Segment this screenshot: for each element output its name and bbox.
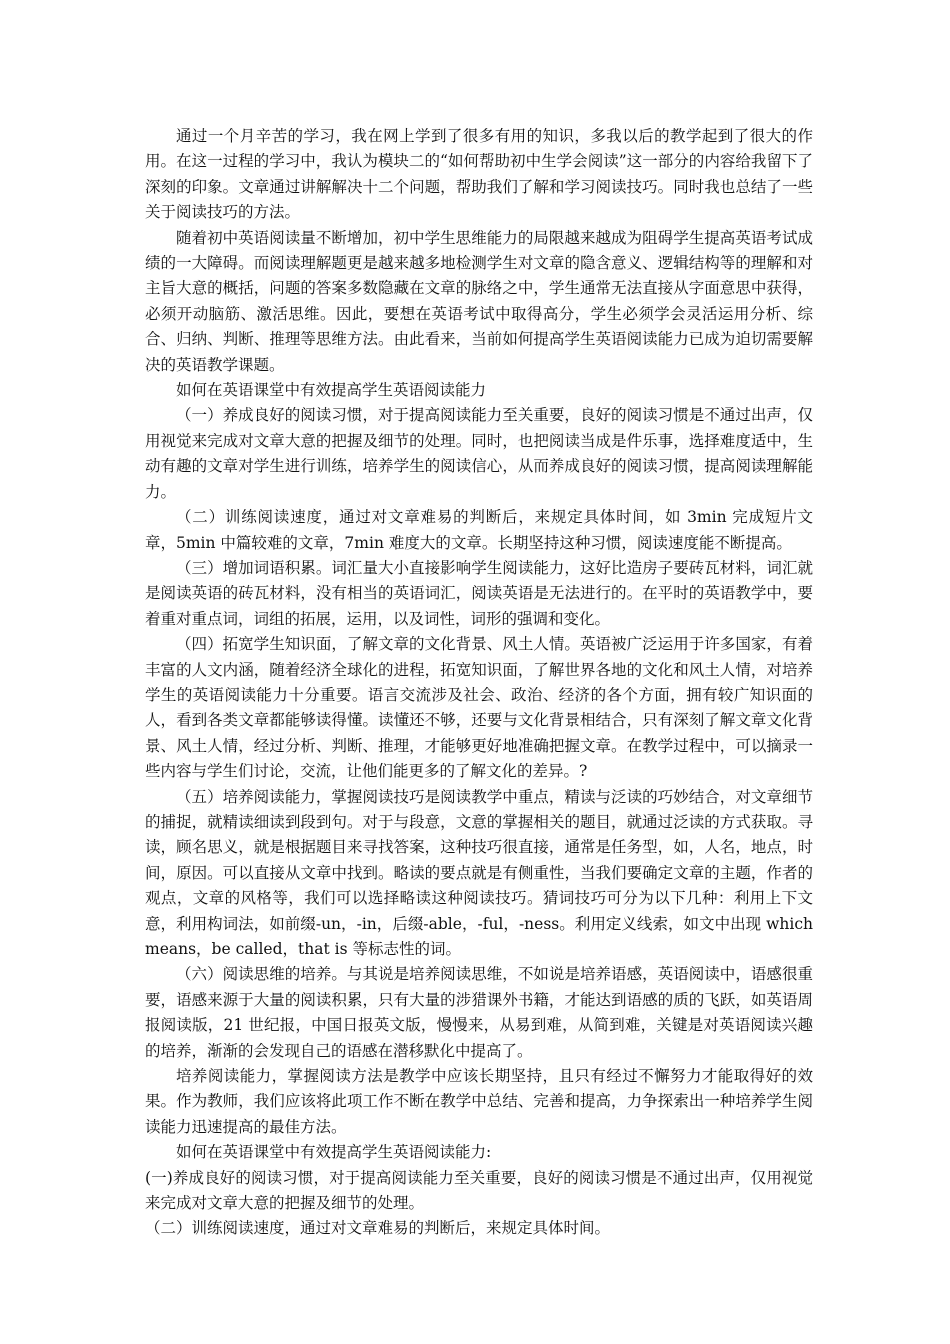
section-heading: 如何在英语课堂中有效提高学生英语阅读能力 xyxy=(176,381,487,400)
paragraph-summary-1: (一)养成良好的阅读习惯，对于提高阅读能力至关重要，良好的阅读习惯是不通过出声，仅用视觉来完成对文章大意的把握及细节的处理。 xyxy=(145,1168,813,1213)
paragraph-point-2: （二）训练阅读速度，通过对文章难易的判断后，来规定具体时间，如 3min 完成短片文章，5min 中篇较难的文章，7min 难度大的文章。长期坚持这种习惯，阅读速度能不断提高。 xyxy=(145,508,813,552)
paragraph-point-3: （三）增加词语积累。词汇量大小直接影响学生阅读能力，这好比造房子要砖瓦材料，词汇就是阅读英语的砖瓦材料，没有相当的英语词汇，阅读英语是无法进行的。在平时的英语教学中，要着重对重点词，词组的拓展，运用，以及词性，词形的强调和变化。 xyxy=(145,558,813,628)
paragraph-conclusion: 培养阅读能力，掌握阅读方法是教学中应该长期坚持，且只有经过不懈努力才能取得好的效果。作为教师，我们应该将此项工作不断在教学中总结、完善和提高，力争探索出一种培养学生阅读能力迅速提高的最佳方法。 xyxy=(145,1067,813,1136)
paragraph-summary-2: （二）训练阅读速度，通过对文章难易的判断后，来规定具体时间。 xyxy=(145,1219,611,1238)
paragraph-point-6: （六）阅读思维的培养。与其说是培养阅读思维，不如说是培养语感，英语阅读中，语感很重要，语感来源于大量的阅读积累，只有大量的涉猎课外书籍，才能达到语感的质的飞跃，如英语周报阅读版，21 世纪报，中国日报英文版，慢慢来，从易到难，从简到难，关键是对英语阅读兴趣的培养，渐渐的会发现自己的语感在潜移默化中提高了。 xyxy=(145,965,813,1060)
paragraph-point-1: （一）养成良好的阅读习惯，对于提高阅读能力至关重要，良好的阅读习惯是不通过出声，仅用视觉来完成对文章大意的把握及细节的处理。同时，也把阅读当成是件乐事，选择难度适中，生动有趣的文章对学生进行训练，培养学生的阅读信心，从而养成良好的阅读习惯，提高阅读理解能力。 xyxy=(145,406,813,501)
paragraph-point-4: （四）拓宽学生知识面，了解文章的文化背景、风土人情。英语被广泛运用于许多国家，有着丰富的人文内涵，随着经济全球化的进程，拓宽知识面，了解世界各地的文化和风土人情，对培养学生的英语阅读能力十分重要。语言交流涉及社会、政治、经济的各个方面，拥有较广知识面的人，看到各类文章都能够读得懂。读懂还不够，还要与文化背景相结合，只有深刻了解文章文化背景、风土人情，经过分析、判断、推理，才能够更好地准确把握文章。在教学过程中，可以摘录一些内容与学生们讨论，交流，让他们能更多的了解文化的差异。? xyxy=(145,635,813,781)
document-body xyxy=(145,124,813,1242)
paragraph-background: 随着初中英语阅读量不断增加，初中学生思维能力的局限越来越成为阻碍学生提高英语考试成绩的一大障碍。而阅读理解题更是越来越多地检测学生对文章的隐含意义、逻辑结构等的理解和对主旨大意的概括，问题的答案多数隐藏在文章的脉络之中，学生通常无法直接从字面意思中获得，必须开动脑筋、激活思维。因此，要想在英语考试中取得高分，学生必须学会灵活运用分析、综合、归纳、判断、推理等思维方法。由此看来，当前如何提高学生英语阅读能力已成为迫切需要解决的英语教学课题。 xyxy=(145,228,813,374)
paragraph-intro: 通过一个月辛苦的学习，我在网上学到了很多有用的知识，多我以后的教学起到了很大的作用。在这一过程的学习中，我认为模块二的“如何帮助初中生学会阅读”这一部分的内容给我留下了深刻的印象。文章通过讲解解决十二个问题，帮助我们了解和学习阅读技巧。同时我也总结了一些关于阅读技巧的方法。 xyxy=(145,127,813,222)
section-heading-repeat: 如何在英语课堂中有效提高学生英语阅读能力: xyxy=(176,1143,492,1162)
paragraph-point-5: （五）培养阅读能力，掌握阅读技巧是阅读教学中重点，精读与泛读的巧妙结合，对文章细节的捕捉，就精读细读到段到句。对于与段意，文意的掌握相关的题目，就通过泛读的方式获取。寻读，顾名思义，就是根据题目来寻找答案，这种技巧很直接，通常是任务型，如，人名，地点，时间，原因。可以直接从文章中找到。略读的要点就是有侧重性，当我们要确定文章的主题，作者的观点，文章的风格等，我们可以选择略读这种阅读技巧。猜词技巧可分为以下几种：利用上下文意，利用构词法，如前缀-un，-in，后缀-able，-ful，-ness。利用定义线索，如文中出现 which means，be called，that is 等标志性的词。 xyxy=(145,787,813,958)
